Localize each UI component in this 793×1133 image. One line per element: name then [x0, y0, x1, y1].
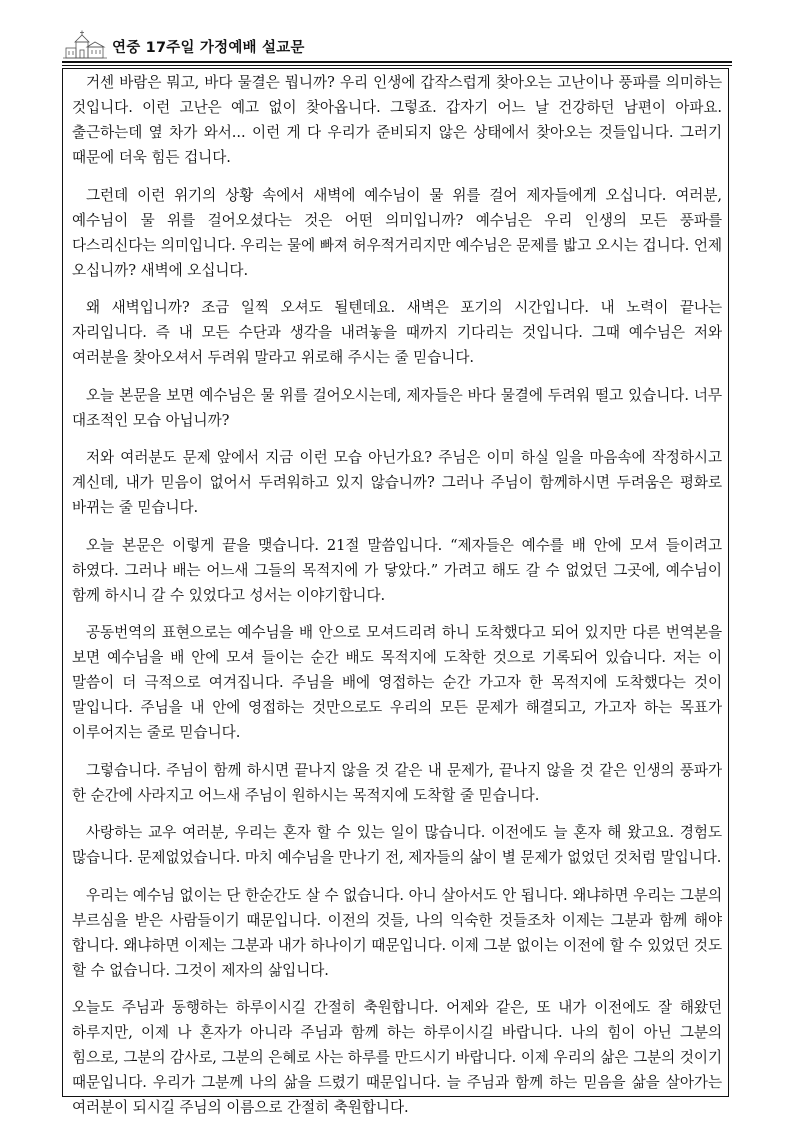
header-divider [62, 61, 732, 63]
header-divider-thin [62, 65, 732, 66]
paragraph: 오늘 본문을 보면 예수님은 물 위를 걸어오시는데, 제자들은 바다 물결에 두려워 떨고 있습니다. 너무 대조적인 모습 아닙니까? [72, 386, 722, 429]
document-title: 연중 17주일 가정예배 설교문 [112, 40, 305, 56]
closing-paragraph: 오늘도 주님과 동행하는 하루이시길 간절히 축원합니다. 어제와 같은, 또 내가 이전에도 잘 해왔던 하루지만, 이제 나 혼자가 아니라 주님과 함께 하는 하루이시길 바랍니다. 나의 힘이 아닌 그분의 힘으로, 그분의 감사로, 그분의 은혜로 사는 하루를 만드시기 바랍니다. 이제 우리의 삶은 그분의 것이기 때문입니다. 우리가 그분께 나의 삶을 드렸기 때문입니다. 늘 주님과 함께 하는 믿음을 삶을 살아가는 여러분이 되시길 주님의 이름으로 간절히 축원합니다. [72, 999, 722, 1116]
paragraph: 그렇습니다. 주님이 함께 하시면 끝나지 않을 것 같은 내 문제가, 끝나지 않을 것 같은 인생의 풍파가 한 순간에 사라지고 어느새 주님이 원하시는 목적지에 도착할 줄 믿습니다. [72, 761, 722, 804]
page-header [62, 28, 732, 62]
paragraph: 저와 여러분도 문제 앞에서 지금 이런 모습 아닌가요? 주님은 이미 하실 일을 마음속에 작정하시고 계신데, 내가 믿음이 없어서 두려워하고 있지 않습니까? 그러나 주님이 함께하시면 두려움은 평화로 바뀌는 줄 믿습니다. [72, 449, 722, 516]
paragraph: 공동번역의 표현으로는 예수님을 배 안으로 모셔드리려 하니 도착했다고 되어 있지만 다른 번역본을 보면 예수님을 배 안에 모셔 들이는 순간 배도 목적지에 도착한 것으로 기록되어 있습니다. 저는 이 말씀이 더 극적으로 여겨집니다. 주님을 배에 영접하는 순간 가고자 한 목적지에 도착했다는 것이 말입니다. 주님을 내 안에 영접하는 것만으로도 우리의 모든 문제가 해결되고, 가고자 하는 목표가 이루어지는 줄로 믿습니다. [72, 624, 722, 741]
paragraph: 우리는 예수님 없이는 단 한순간도 살 수 없습니다. 아니 살아서도 안 됩니다. 왜냐하면 우리는 그분의 부르심을 받은 사람들이기 때문입니다. 이전의 것들, 나의 익숙한 것들조차 이제는 그분과 함께 해야 합니다. 왜냐하면 이제는 그분과 내가 하나이기 때문입니다. 이제 그분 없이는 이전에 할 수 있었던 것도 할 수 없습니다. 그것이 제자의 삶입니다. [72, 886, 722, 979]
paragraph: 왜 새벽입니까? 조금 일찍 오셔도 될텐데요. 새벽은 포기의 시간입니다. 내 노력이 끝나는 자리입니다. 즉 내 모든 수단과 생각을 내려놓을 때까지 기다리는 것입니다. 그때 예수님은 저와 여러분을 찾아오셔서 두려워 말라고 위로해 주시는 줄 믿습니다. [72, 299, 722, 366]
paragraph: 그런데 이런 위기의 상황 속에서 새벽에 예수님이 물 위를 걸어 제자들에게 오십니다. 여러분, 예수님이 물 위를 걸어오셨다는 것은 어떤 의미입니까? 예수님은 우리 인생의 모든 풍파를 다스리신다는 의미입니다. 우리는 물에 빠져 허우적거리지만 예수님은 문제를 밟고 오시는 겁니다. 언제 오십니까? 새벽에 오십니다. [72, 186, 722, 279]
paragraph: 사랑하는 교우 여러분, 우리는 혼자 할 수 있는 일이 많습니다. 이전에도 늘 혼자 해 왔고요. 경험도 많습니다. 문제없었습니다. 마치 예수님을 만나기 전, 제자들의 삶이 별 문제가 없었던 것처럼 말입니다. [72, 824, 722, 866]
paragraph: 거센 바람은 뭐고, 바다 물결은 뭡니까? 우리 인생에 갑작스럽게 찾아오는 고난이나 풍파를 의미하는 것입니다. 이런 고난은 예고 없이 찾아옵니다. 그렇죠. 갑자기 어느 날 건강하던 남편이 아파요. 출근하는데 옆 차가 와서... 이런 게 다 우리가 준비되지 않은 상태에서 찾아오는 것들입니다. 그러기 때문에 더욱 힘든 겁니다. [72, 74, 722, 166]
sermon-body [72, 70, 722, 1133]
paragraph: 오늘 본문은 이렇게 끝을 맺습니다. 21절 말씀입니다. “제자들은 예수를 배 안에 모셔 들이려고 하였다. 그러나 배는 어느새 그들의 목적지에 가 닿았다.” 가려고 해도 갈 수 없었던 그곳에, 예수님이 함께 하시니 갈 수 있었다고 성서는 이야기합니다. [72, 536, 722, 604]
church-building-icon [62, 30, 108, 60]
